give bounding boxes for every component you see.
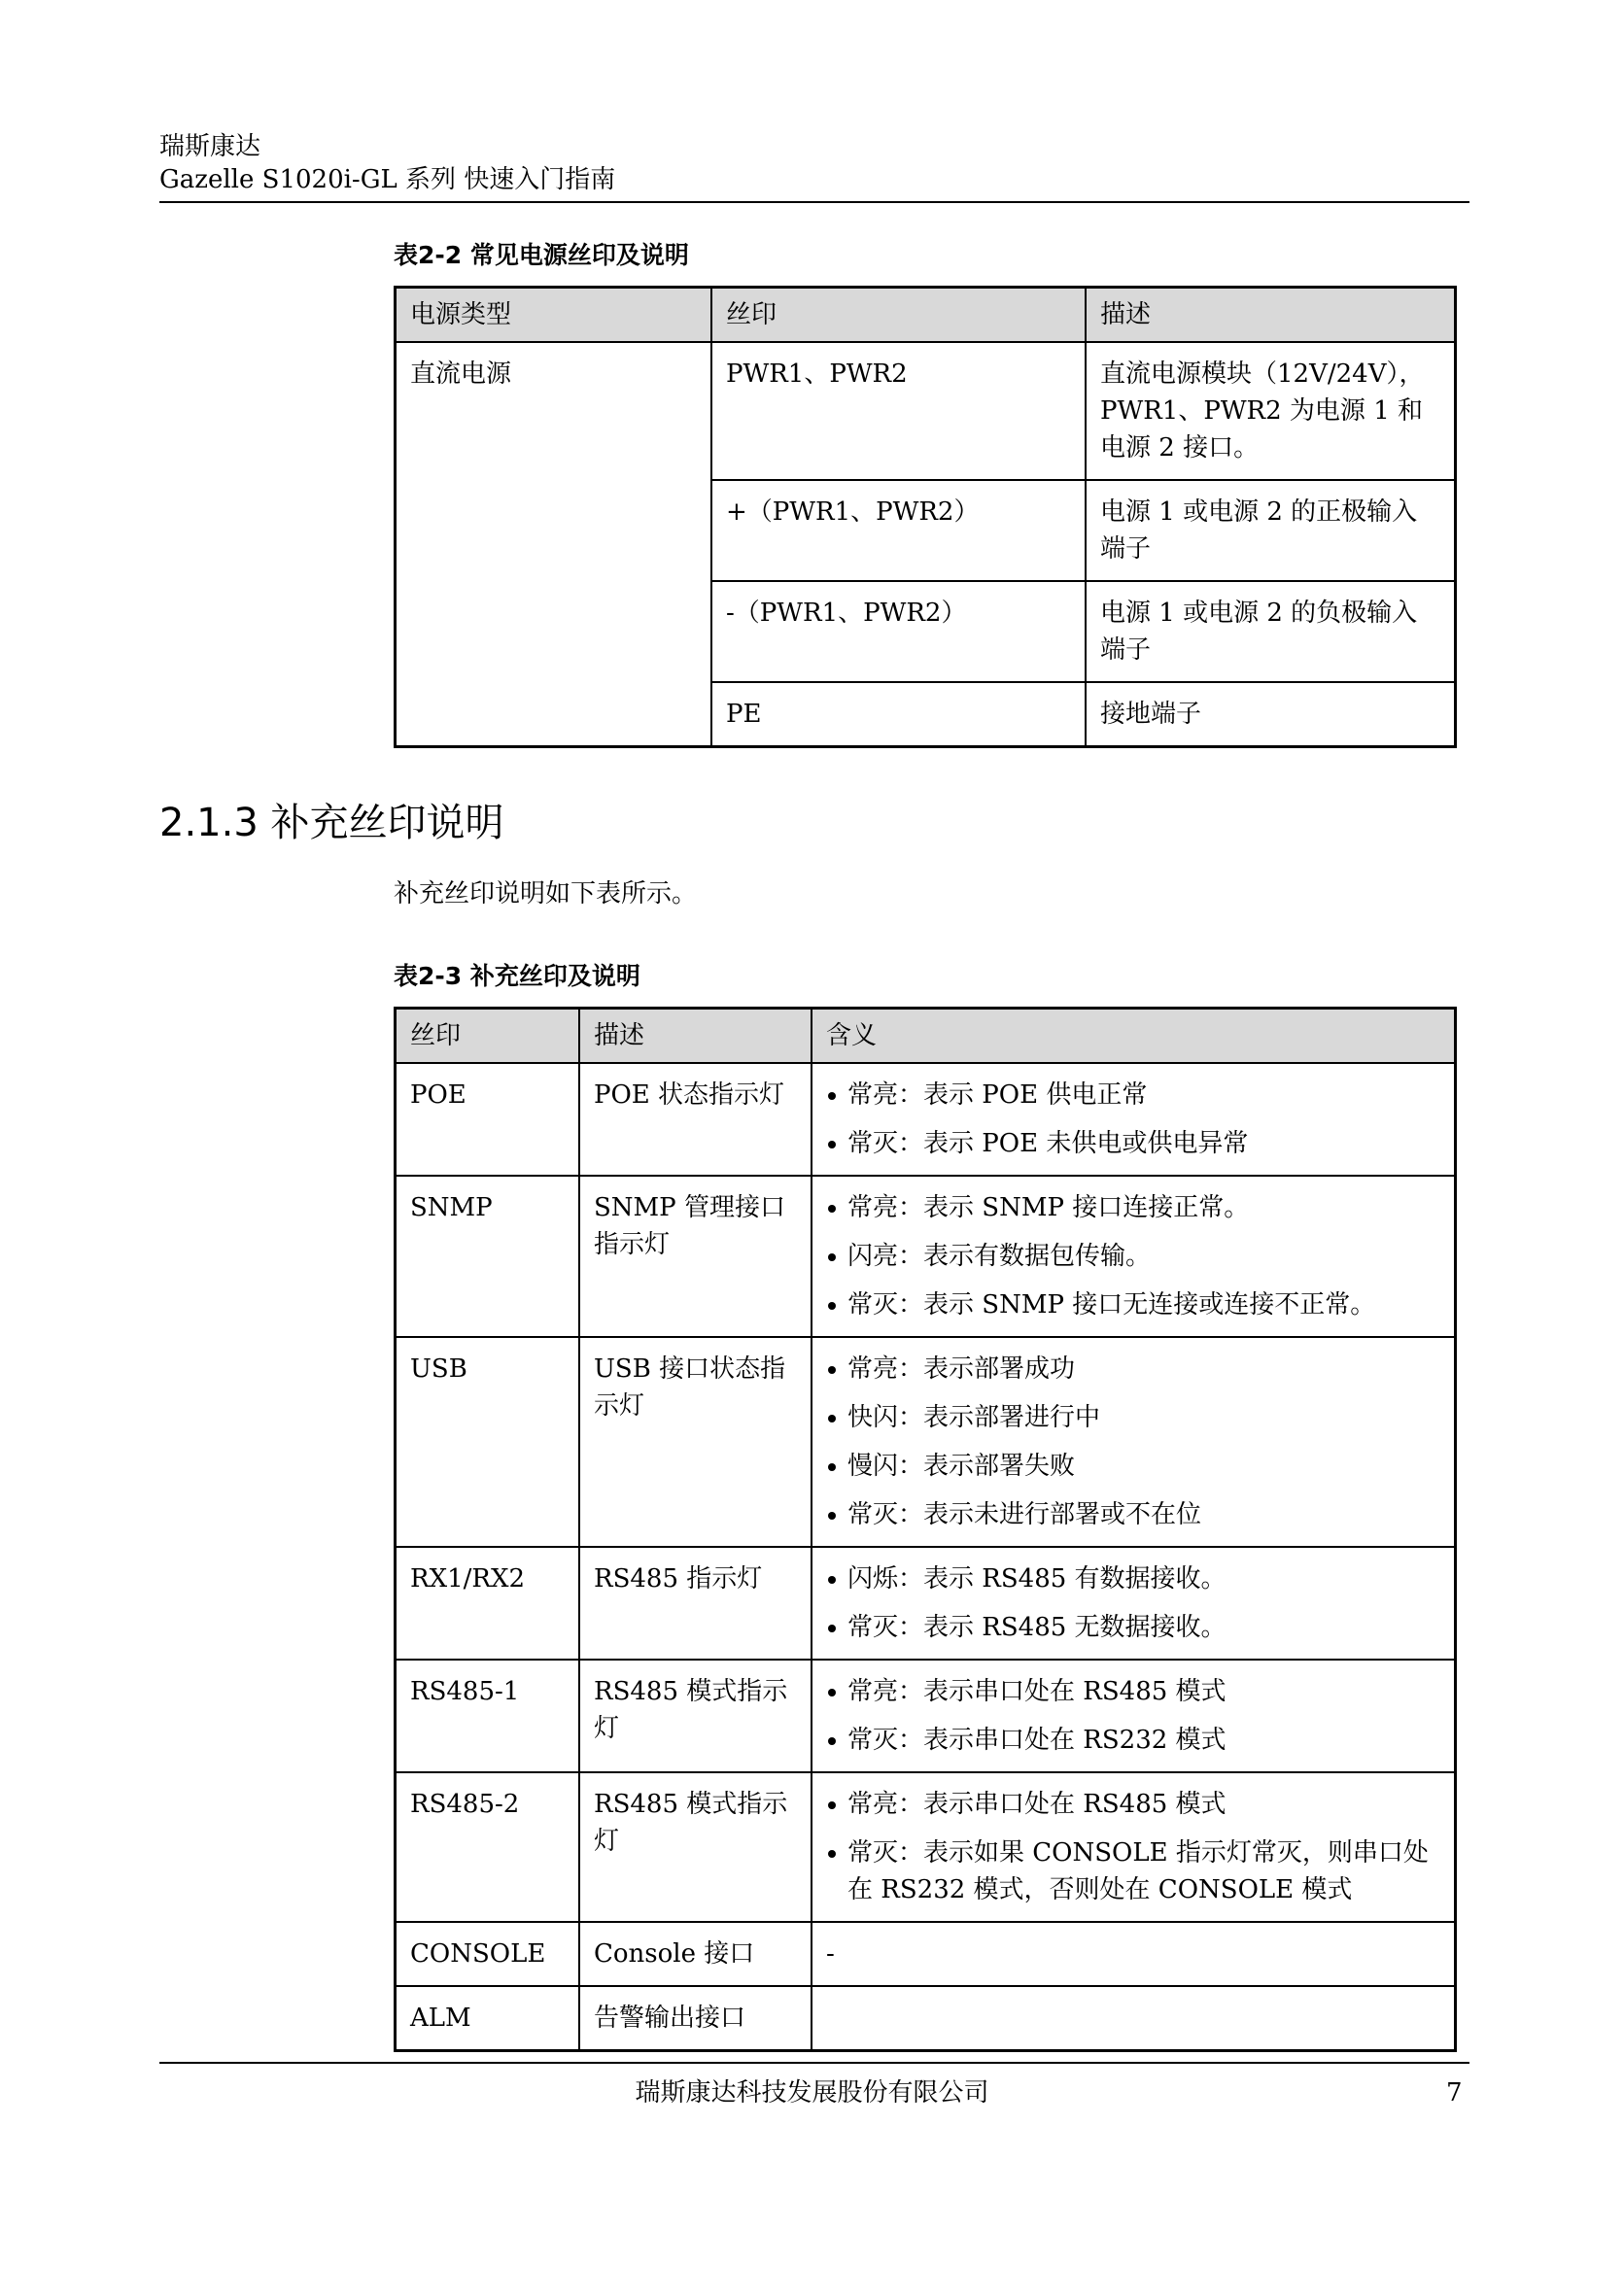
- meaning-list: [826, 1077, 1440, 1162]
- meaning-list: [826, 1351, 1440, 1533]
- table-header-row: [396, 1009, 1456, 1064]
- table-row: [396, 1772, 1456, 1922]
- description-cell: RS485 模式指示灯: [579, 1660, 812, 1772]
- page-number: 7: [1446, 2078, 1463, 2108]
- description-cell: SNMP 管理接口指示灯: [579, 1176, 812, 1337]
- silkscreen-cell: CONSOLE: [396, 1922, 580, 1986]
- power-silkscreen-table: [394, 286, 1457, 748]
- table-row: [396, 1660, 1456, 1772]
- meaning-item: 闪烁：表示 RS485 有数据接收。: [826, 1560, 1440, 1597]
- meaning-item: 常亮：表示 POE 供电正常: [826, 1077, 1440, 1114]
- description-cell: 电源 1 或电源 2 的正极输入端子: [1086, 480, 1456, 581]
- meaning-item: 快闪：表示部署进行中: [826, 1399, 1440, 1436]
- table-row: [396, 1176, 1456, 1337]
- supplementary-silkscreen-table: [394, 1007, 1457, 2052]
- silkscreen-cell: SNMP: [396, 1176, 580, 1337]
- meaning-list: [826, 1673, 1440, 1759]
- table-header-row: [396, 288, 1456, 343]
- silkscreen-cell: POE: [396, 1063, 580, 1176]
- power-type-cell: 直流电源: [396, 342, 712, 747]
- table-row: [396, 1922, 1456, 1986]
- silkscreen-cell: RS485-1: [396, 1660, 580, 1772]
- meaning-item: 常灭：表示串口处在 RS232 模式: [826, 1722, 1440, 1759]
- table-row: [396, 1337, 1456, 1547]
- meaning-cell: -: [812, 1922, 1456, 1986]
- table-row: [396, 1547, 1456, 1660]
- footer-divider: [159, 2062, 1469, 2064]
- meaning-cell: [812, 1660, 1456, 1772]
- description-cell: 直流电源模块（12V/24V），PWR1、PWR2 为电源 1 和电源 2 接口。: [1086, 342, 1456, 480]
- description-cell: USB 接口状态指示灯: [579, 1337, 812, 1547]
- meaning-item: 常灭：表示如果 CONSOLE 指示灯常灭，则串口处在 RS232 模式，否则处在 CONSOLE 模式: [826, 1834, 1440, 1908]
- column-header-power-type: 电源类型: [396, 288, 712, 343]
- meaning-cell: [812, 1063, 1456, 1176]
- description-cell: Console 接口: [579, 1922, 812, 1986]
- meaning-item: 常灭：表示 POE 未供电或供电异常: [826, 1125, 1440, 1162]
- section-intro: 补充丝印说明如下表所示。: [394, 879, 698, 908]
- meaning-item: 常亮：表示串口处在 RS485 模式: [826, 1673, 1440, 1710]
- table-row: [396, 342, 1456, 480]
- meaning-item: 常亮：表示串口处在 RS485 模式: [826, 1786, 1440, 1823]
- meaning-item: 慢闪：表示部署失败: [826, 1448, 1440, 1485]
- meaning-cell: [812, 1547, 1456, 1660]
- description-cell: 接地端子: [1086, 682, 1456, 747]
- column-header-silkscreen: 丝印: [711, 288, 1086, 343]
- description-cell: 告警输出接口: [579, 1986, 812, 2051]
- table-row: [396, 1986, 1456, 2051]
- header-divider: [159, 201, 1469, 203]
- column-header-description: 描述: [579, 1009, 812, 1064]
- meaning-item: 闪亮：表示有数据包传输。: [826, 1238, 1440, 1275]
- meaning-item: 常灭：表示 RS485 无数据接收。: [826, 1609, 1440, 1646]
- header-doc-title: Gazelle S1020i-GL 系列 快速入门指南: [159, 165, 616, 194]
- silkscreen-cell: PWR1、PWR2: [711, 342, 1086, 480]
- column-header-silkscreen: 丝印: [396, 1009, 580, 1064]
- meaning-cell: [812, 1337, 1456, 1547]
- meaning-list: [826, 1786, 1440, 1908]
- meaning-item: 常亮：表示 SNMP 接口连接正常。: [826, 1189, 1440, 1226]
- column-header-meaning: 含义: [812, 1009, 1456, 1064]
- description-cell: 电源 1 或电源 2 的负极输入端子: [1086, 581, 1456, 682]
- meaning-list: [826, 1189, 1440, 1323]
- description-cell: RS485 指示灯: [579, 1547, 812, 1660]
- silkscreen-cell: RS485-2: [396, 1772, 580, 1922]
- description-cell: RS485 模式指示灯: [579, 1772, 812, 1922]
- silkscreen-cell: +（PWR1、PWR2）: [711, 480, 1086, 581]
- table-row: [396, 1063, 1456, 1176]
- meaning-item: 常灭：表示未进行部署或不在位: [826, 1496, 1440, 1533]
- silkscreen-cell: PE: [711, 682, 1086, 747]
- silkscreen-cell: USB: [396, 1337, 580, 1547]
- meaning-cell: [812, 1176, 1456, 1337]
- meaning-item: 常灭：表示 SNMP 接口无连接或连接不正常。: [826, 1286, 1440, 1323]
- column-header-description: 描述: [1086, 288, 1456, 343]
- meaning-item: 常亮：表示部署成功: [826, 1351, 1440, 1388]
- silkscreen-cell: RX1/RX2: [396, 1547, 580, 1660]
- description-cell: POE 状态指示灯: [579, 1063, 812, 1176]
- section-heading: 2.1.3 补充丝印说明: [159, 801, 504, 845]
- silkscreen-cell: ALM: [396, 1986, 580, 2051]
- meaning-cell: [812, 1772, 1456, 1922]
- table2-caption: 表2-3 补充丝印及说明: [394, 962, 640, 990]
- footer-company: 瑞斯康达科技发展股份有限公司: [635, 2078, 989, 2108]
- header-company: 瑞斯康达: [159, 132, 261, 161]
- table1-caption: 表2-2 常见电源丝印及说明: [394, 241, 689, 269]
- meaning-cell: [812, 1986, 1456, 2051]
- silkscreen-cell: -（PWR1、PWR2）: [711, 581, 1086, 682]
- meaning-list: [826, 1560, 1440, 1646]
